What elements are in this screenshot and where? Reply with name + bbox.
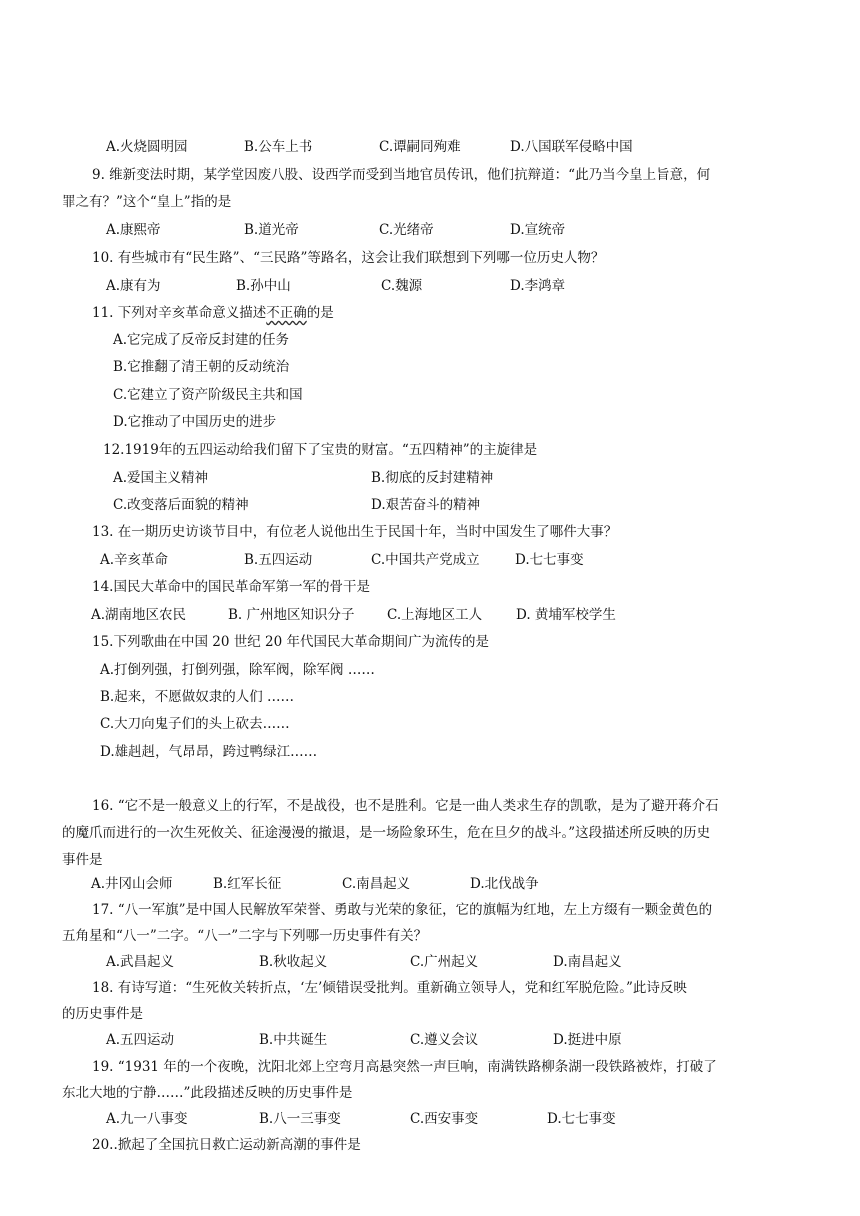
q8-option-d: D.八国联军侵略中国 — [510, 139, 633, 155]
q13-stem: 13. 在一期历史访谈节目中，有位老人说他出生于民国十年，当时中国发生了哪件大事？ — [92, 524, 618, 540]
q15-option-b: B.起来，不愿做奴隶的人们 …… — [100, 689, 295, 705]
q12-option-c: C.改变落后面貌的精神 — [113, 497, 249, 513]
q17-stem-line1: 17. “八一军旗”是中国人民解放军荣誉、勇敢与光荣的象征，它的旗幅为红地，左上方缀有一颗金黄色的 — [92, 902, 713, 918]
q17-option-a: A.武昌起义 — [106, 954, 175, 970]
q16-option-c: C.南昌起义 — [342, 876, 411, 892]
q19-option-c: C.西安事变 — [410, 1111, 479, 1127]
q9-stem-line2: 罪之有？”这个“皇上”指的是 — [62, 194, 232, 210]
q8-option-c: C.谭嗣同殉难 — [379, 139, 461, 155]
q14-option-d: D. 黄埔军校学生 — [516, 607, 616, 623]
q16-option-d: D.北伐战争 — [470, 876, 539, 892]
q14-option-a: A.湖南地区农民 — [91, 607, 187, 623]
q14-stem: 14.国民大革命中的国民革命军第一军的骨干是 — [92, 579, 370, 595]
q9-option-c: C.光绪帝 — [379, 222, 434, 238]
q15-stem: 15.下列歌曲在中国 20 世纪 20 年代国民大革命期间广为流传的是 — [92, 634, 489, 650]
q11-option-b: B.它推翻了清王朝的反动统治 — [113, 359, 290, 375]
q9-option-a: A.康熙帝 — [106, 222, 161, 238]
q10-option-c: C.魏源 — [381, 278, 423, 294]
q10-option-b: B.孙中山 — [236, 278, 291, 294]
q19-option-d: D.七七事变 — [547, 1111, 616, 1127]
q16-stem-line2: 的魔爪而进行的一次生死攸关、征途漫漫的撤退，是一场险象环生，危在旦夕的战斗。”这段描述所反映的历史 — [62, 825, 711, 841]
q11-stem-post: 的是 — [306, 305, 334, 321]
q9-stem-line1: 9. 维新变法时期，某学堂因废八股、设西学而受到当地官员传讯，他们抗辩道：“此乃当今皇上旨意，何 — [92, 167, 711, 183]
q11-option-c: C.它建立了资产阶级民主共和国 — [113, 387, 303, 403]
q9-option-d: D.宣统帝 — [510, 222, 566, 238]
q18-option-b: B.中共诞生 — [259, 1032, 328, 1048]
q18-option-d: D.挺进中原 — [553, 1032, 622, 1048]
q12-option-b: B.彻底的反封建精神 — [371, 470, 494, 486]
q10-option-a: A.康有为 — [106, 278, 161, 294]
q16-option-a: A.井冈山会师 — [91, 876, 173, 892]
q16-stem-line3: 事件是 — [62, 852, 103, 868]
q13-option-c: C.中国共产党成立 — [371, 552, 480, 568]
q9-option-b: B.道光帝 — [244, 222, 299, 238]
q19-option-a: A.九一八事变 — [106, 1111, 188, 1127]
q17-option-b: B.秋收起义 — [259, 954, 328, 970]
q20-stem: 20..掀起了全国抗日救亡运动新高潮的事件是 — [92, 1137, 361, 1153]
q19-option-b: B.八一三事变 — [259, 1111, 341, 1127]
q18-stem-line1: 18. 有诗写道：“生死攸关转折点，‘左’倾错误受批判。重新确立领导人，党和红军脱危险。”此诗反映 — [92, 980, 687, 996]
q19-stem-line1: 19. “1931 年的一个夜晚，沈阳北郊上空弯月高悬突然一声巨响，南满铁路柳条湖一段铁路被炸，打破了 — [92, 1059, 717, 1075]
q19-stem-line2: 东北大地的宁静……”此段描述反映的历史事件是 — [62, 1085, 353, 1101]
q11-stem-pre: 11. 下列对辛亥革命意义描述 — [92, 305, 267, 321]
q16-option-b: B.红军长征 — [213, 876, 282, 892]
q10-stem: 10. 有些城市有“民生路”、“三民路”等路名，这会让我们联想到下列哪一位历史人物？ — [92, 250, 605, 266]
q15-option-a: A.打倒列强，打倒列强，除军阀，除军阀 …… — [100, 662, 375, 678]
q12-option-a: A.爱国主义精神 — [113, 470, 209, 486]
q11-option-d: D.它推动了中国历史的进步 — [113, 414, 277, 430]
q18-option-c: C.遵义会议 — [410, 1032, 479, 1048]
q8-option-b: B.公车上书 — [244, 139, 313, 155]
q13-option-a: A.辛亥革命 — [100, 552, 169, 568]
q8-option-a: A.火烧圆明园 — [106, 139, 188, 155]
q15-option-c: C.大刀向鬼子们的头上砍去…… — [100, 716, 290, 732]
q10-option-d: D.李鸿章 — [510, 278, 566, 294]
q15-option-d: D.雄赳赳，气昂昂，跨过鸭绿江…… — [100, 744, 318, 760]
q17-stem-line2: 五角星和“八一”二字。“八一”二字与下列哪一历史事件有关？ — [62, 928, 428, 944]
q17-option-c: C.广州起义 — [410, 954, 479, 970]
q17-option-d: D.南昌起义 — [553, 954, 622, 970]
q11-option-a: A.它完成了反帝反封建的任务 — [113, 332, 290, 348]
q18-option-a: A.五四运动 — [106, 1032, 175, 1048]
q13-option-d: D.七七事变 — [515, 552, 584, 568]
q11-stem — [92, 303, 334, 323]
q14-option-c: C.上海地区工人 — [387, 607, 483, 623]
q18-stem-line2: 的历史事件是 — [62, 1006, 143, 1022]
q12-stem: 12.1919年的五四运动给我们留下了宝贵的财富。“五四精神”的主旋律是 — [103, 442, 538, 458]
q13-option-b: B.五四运动 — [244, 552, 313, 568]
q16-stem-line1: 16. “它不是一般意义上的行军，不是战役，也不是胜利。它是一曲人类求生存的凯歌，是为了避开蒋介石 — [92, 798, 719, 814]
q12-option-d: D.艰苦奋斗的精神 — [371, 497, 481, 513]
q11-stem-emphasis: 不正确 — [266, 305, 307, 321]
q14-option-b: B. 广州地区知识分子 — [228, 607, 355, 623]
